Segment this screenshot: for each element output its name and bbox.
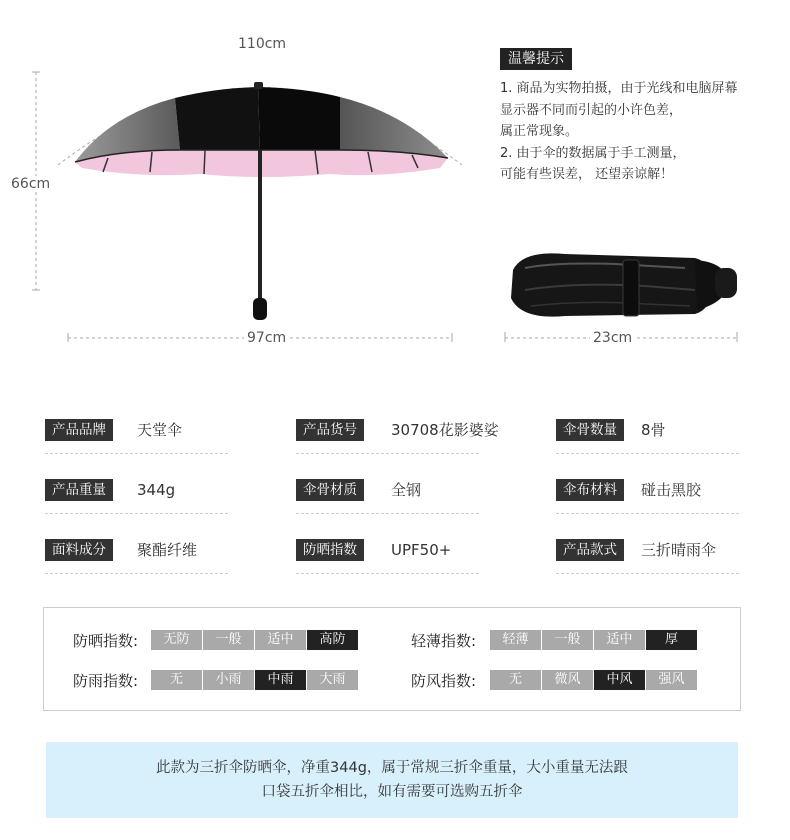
spec-composition (45, 539, 228, 574)
rating-label-sun: 防晒指数: (73, 632, 139, 650)
folded-length-label: 23cm (590, 330, 635, 346)
spec-value: 聚酯纤维 (137, 541, 198, 559)
notes-block (500, 78, 780, 186)
spec-style (556, 539, 739, 574)
spec-label: 产品款式 (556, 539, 624, 561)
spec-value: 30708花影婆娑 (391, 421, 499, 439)
rating-bar-thickness (490, 630, 698, 650)
umbrella-shaft (258, 150, 262, 300)
spec-value: 碰击黑胶 (641, 481, 702, 499)
rating-option: 厚 (646, 630, 697, 650)
spec-weight (45, 479, 228, 514)
spec-brand (45, 419, 228, 454)
notes-title: 温馨提示 (500, 48, 572, 70)
rating-option: 强风 (646, 670, 697, 690)
notes-line: 属正常现象。 (500, 124, 579, 139)
spec-label: 产品品牌 (45, 419, 113, 441)
rating-option: 中风 (594, 670, 645, 690)
spec-value: 344g (137, 481, 176, 499)
spec-fabric-material (556, 479, 739, 514)
ratings-panel (43, 607, 741, 711)
rating-bar-wind (490, 670, 698, 690)
footer-note (46, 742, 738, 818)
notes-line: 显示器不同而引起的小许色差， (500, 102, 683, 118)
spec-uv-index (296, 539, 479, 574)
spec-value: 三折晴雨伞 (641, 541, 717, 559)
umbrella-handle (253, 298, 267, 320)
footer-line-2: 口袋五折伞相比，如有需要可选购五折伞 (261, 784, 523, 800)
rating-option: 中雨 (255, 670, 306, 690)
rating-bar-rain (151, 670, 359, 690)
spec-value: 8骨 (641, 421, 666, 439)
notes-line: 可能有些误差， 还望亲谅解！ (500, 167, 674, 182)
spec-value: UPF50+ (391, 541, 452, 559)
spec-label: 伞骨数量 (556, 419, 624, 441)
notes-line: 1. 商品为实物拍摄，由于光线和电脑屏幕 (500, 81, 738, 96)
rating-label-wind: 防风指数: (411, 672, 477, 690)
spec-label: 面料成分 (45, 539, 113, 561)
rating-label-thickness: 轻薄指数: (411, 632, 477, 650)
open-width-label: 110cm (235, 36, 289, 52)
rating-option: 一般 (542, 630, 593, 650)
spec-label: 产品货号 (296, 419, 364, 441)
spec-value: 全钢 (391, 481, 422, 499)
spec-label: 防晒指数 (296, 539, 364, 561)
rating-option: 高防 (307, 630, 358, 650)
rating-option: 微风 (542, 670, 593, 690)
footer-line-1: 此款为三折伞防晒伞，净重344g，属于常规三折伞重量，大小重量无法跟 (156, 760, 628, 776)
rating-option: 无 (151, 670, 202, 690)
rating-option: 无 (490, 670, 541, 690)
rating-bar-sun (151, 630, 359, 650)
rating-option: 一般 (203, 630, 254, 650)
rating-option: 适中 (255, 630, 306, 650)
open-height-label: 66cm (8, 176, 53, 192)
rating-option: 大雨 (307, 670, 358, 690)
spec-label: 产品重量 (45, 479, 113, 501)
spec-rib-count (556, 419, 739, 454)
rating-option: 无防 (151, 630, 202, 650)
rating-option: 轻薄 (490, 630, 541, 650)
spec-item-number (296, 419, 499, 454)
spec-label: 伞骨材质 (296, 479, 364, 501)
open-umbrella-illustration (0, 0, 480, 360)
notes-line: 2. 由于伞的数据属于手工测量， (500, 145, 686, 161)
spec-rib-material (296, 479, 479, 514)
rating-option: 适中 (594, 630, 645, 650)
open-length-label: 97cm (244, 330, 289, 346)
rating-label-rain: 防雨指数: (73, 672, 139, 690)
spec-label: 伞布材料 (556, 479, 624, 501)
spec-value: 天堂伞 (137, 421, 183, 439)
rating-option: 小雨 (203, 670, 254, 690)
